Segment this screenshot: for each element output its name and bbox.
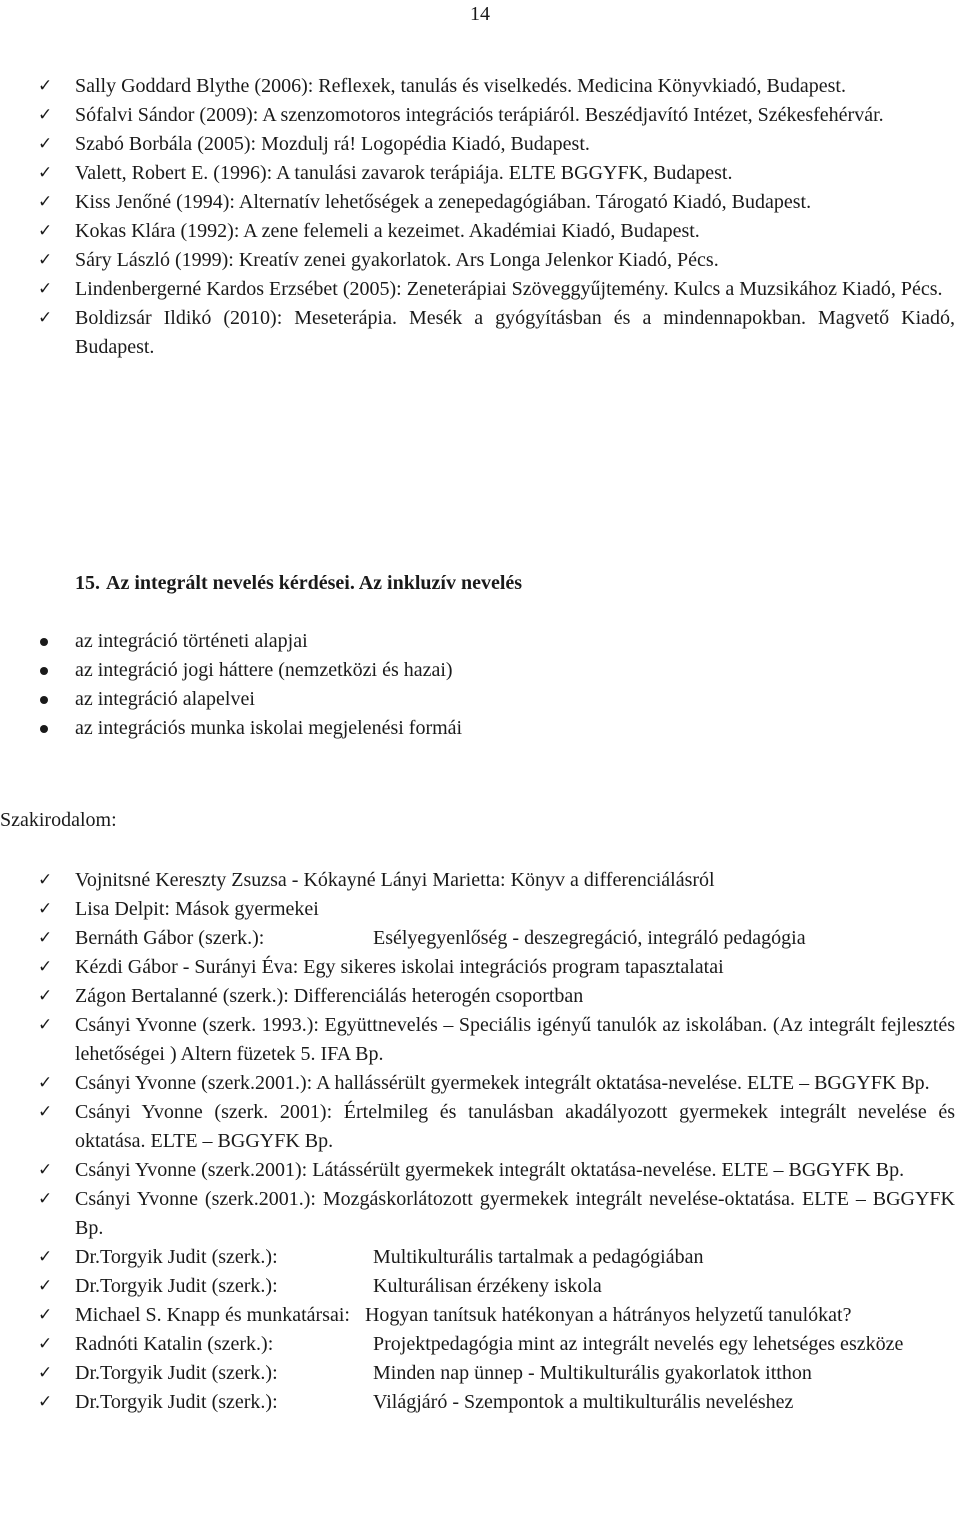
- list-item: [0, 217, 960, 246]
- reference-text: Kokas Klára (1992): A zene felemeli a kezeimet. Akadémiai Kiadó, Budapest.: [75, 220, 700, 242]
- checkmark-icon: ✓: [38, 134, 53, 154]
- section-title: Az integrált nevelés kérdései. Az inkluzív nevelés: [106, 572, 523, 594]
- literature-author: Radnóti Katalin (szerk.):: [75, 1333, 274, 1355]
- bullet-icon: [40, 667, 48, 675]
- bullet-icon: [40, 696, 48, 704]
- checkmark-icon: ✓: [38, 1305, 53, 1325]
- literature-text: Kézdi Gábor - Surányi Éva: Egy sikeres iskolai integrációs program tapasztalatai: [75, 956, 724, 978]
- topic-text: az integráció történeti alapjai: [75, 630, 308, 652]
- list-item: [0, 1011, 960, 1069]
- literature-label: Szakirodalom:: [0, 809, 117, 831]
- list-item: [0, 1301, 960, 1330]
- literature-title: Minden nap ünnep - Multikulturális gyakorlatok itthon: [373, 1362, 812, 1384]
- list-item: [0, 101, 960, 130]
- list-item: [0, 1069, 960, 1098]
- literature-list: [0, 866, 960, 1417]
- literature-title: Esélyegyenlőség - deszegregáció, integráló pedagógia: [373, 927, 806, 949]
- topic-text: az integráció alapelvei: [75, 688, 255, 710]
- literature-author: Michael S. Knapp és munkatársai:: [75, 1304, 350, 1326]
- literature-author: Dr.Torgyik Judit (szerk.):: [75, 1362, 278, 1384]
- literature-text: Csányi Yvonne (szerk. 1993.): Együttnevelés – Speciális igényű tanulók az iskolában. (Az integrált fejlesztés lehetőségei ) Altern füzetek 5. IFA Bp.: [75, 1014, 955, 1065]
- list-item: [0, 953, 960, 982]
- list-item: [0, 1185, 960, 1243]
- checkmark-icon: ✓: [38, 1276, 53, 1296]
- checkmark-icon: ✓: [38, 1160, 53, 1180]
- list-item: [0, 1330, 960, 1359]
- literature-text: Vojnitsné Kereszty Zsuzsa - Kókayné Lányi Marietta: Könyv a differenciálásról: [75, 869, 715, 891]
- reference-text: Sófalvi Sándor (2009): A szenzomotoros integrációs terápiáról. Beszédjavító Intézet, Székesfehérvár.: [75, 104, 884, 126]
- checkmark-icon: ✓: [38, 192, 53, 212]
- section-heading: [75, 569, 522, 598]
- literature-text: Csányi Yvonne (szerk.2001.): Mozgáskorlátozott gyermekek integrált nevelése-oktatása. ELTE – BGGYFK Bp.: [75, 1188, 955, 1239]
- list-item: [0, 130, 960, 159]
- checkmark-icon: ✓: [38, 1392, 53, 1412]
- checkmark-icon: ✓: [38, 221, 53, 241]
- list-item: [0, 159, 960, 188]
- literature-title: Projektpedagógia mint az integrált nevelés egy lehetséges eszköze: [373, 1333, 904, 1355]
- checkmark-icon: ✓: [38, 1102, 53, 1122]
- checkmark-icon: ✓: [38, 928, 53, 948]
- list-item: [0, 1359, 960, 1388]
- list-item: [0, 1243, 960, 1272]
- literature-text: Lisa Delpit: Mások gyermekei: [75, 898, 319, 920]
- list-item: [0, 866, 960, 895]
- checkmark-icon: ✓: [38, 308, 53, 328]
- list-item: [0, 685, 960, 714]
- list-item: [0, 275, 960, 304]
- literature-author: Dr.Torgyik Judit (szerk.):: [75, 1246, 278, 1268]
- topic-text: az integráció jogi háttere (nemzetközi és hazai): [75, 659, 453, 681]
- checkmark-icon: ✓: [38, 899, 53, 919]
- list-item: [0, 1388, 960, 1417]
- reference-list-top: [0, 72, 960, 362]
- list-item: [0, 304, 960, 362]
- checkmark-icon: ✓: [38, 105, 53, 125]
- bullet-icon: [40, 638, 48, 646]
- checkmark-icon: ✓: [38, 76, 53, 96]
- topic-list: [0, 627, 960, 743]
- reference-text: Szabó Borbála (2005): Mozdulj rá! Logopédia Kiadó, Budapest.: [75, 133, 590, 155]
- list-item: [0, 1272, 960, 1301]
- list-item: [0, 714, 960, 743]
- list-item: [0, 982, 960, 1011]
- reference-text: Lindenbergerné Kardos Erzsébet (2005): Zeneterápiai Szöveggyűjtemény. Kulcs a Muzsikához Kiadó, Pécs.: [75, 278, 943, 300]
- list-item: [0, 895, 960, 924]
- list-item: [0, 188, 960, 217]
- literature-text: Csányi Yvonne (szerk. 2001): Értelmileg és tanulásban akadályozott gyermekek integrált nevelése és oktatása. ELTE – BGGYFK Bp.: [75, 1101, 955, 1152]
- literature-title: Multikulturális tartalmak a pedagógiában: [373, 1246, 704, 1268]
- list-item: [0, 924, 960, 953]
- checkmark-icon: ✓: [38, 1334, 53, 1354]
- list-item: [0, 656, 960, 685]
- reference-text: Sally Goddard Blythe (2006): Reflexek, tanulás és viselkedés. Medicina Könyvkiadó, Budapest.: [75, 75, 846, 97]
- checkmark-icon: ✓: [38, 279, 53, 299]
- checkmark-icon: ✓: [38, 1015, 53, 1035]
- literature-author: Dr.Torgyik Judit (szerk.):: [75, 1391, 278, 1413]
- page-number: 14: [470, 3, 490, 25]
- reference-text: Valett, Robert E. (1996): A tanulási zavarok terápiája. ELTE BGGYFK, Budapest.: [75, 162, 733, 184]
- list-item: [0, 1156, 960, 1185]
- literature-title: Kulturálisan érzékeny iskola: [373, 1275, 602, 1297]
- bullet-icon: [40, 725, 48, 733]
- reference-text: Boldizsár Ildikó (2010): Meseterápia. Mesék a gyógyításban és a mindennapokban. Magvető Kiadó, Budapest.: [75, 307, 955, 358]
- literature-text: Zágon Bertalanné (szerk.): Differenciálás heterogén csoportban: [75, 985, 584, 1007]
- checkmark-icon: ✓: [38, 250, 53, 270]
- list-item: [0, 627, 960, 656]
- list-item: [0, 1098, 960, 1156]
- reference-text: Kiss Jenőné (1994): Alternatív lehetőségek a zenepedagógiában. Tárogató Kiadó, Budapest.: [75, 191, 812, 213]
- checkmark-icon: ✓: [38, 1073, 53, 1093]
- reference-text: Sáry László (1999): Kreatív zenei gyakorlatok. Ars Longa Jelenkor Kiadó, Pécs.: [75, 249, 719, 271]
- checkmark-icon: ✓: [38, 986, 53, 1006]
- checkmark-icon: ✓: [38, 870, 53, 890]
- topic-text: az integrációs munka iskolai megjelenési formái: [75, 717, 463, 739]
- list-item: [0, 246, 960, 275]
- list-item: [0, 72, 960, 101]
- literature-text: Csányi Yvonne (szerk.2001.): A hallássérült gyermekek integrált oktatása-nevelése. ELTE – BGGYFK Bp.: [75, 1072, 930, 1094]
- literature-author: Bernáth Gábor (szerk.):: [75, 927, 265, 949]
- literature-title: Hogyan tanítsuk hatékonyan a hátrányos helyzetű tanulókat?: [364, 1304, 852, 1326]
- checkmark-icon: ✓: [38, 1247, 53, 1267]
- checkmark-icon: ✓: [38, 163, 53, 183]
- checkmark-icon: ✓: [38, 1363, 53, 1383]
- checkmark-icon: ✓: [38, 1189, 53, 1209]
- literature-text: Csányi Yvonne (szerk.2001): Látássérült gyermekek integrált oktatása-nevelése. ELTE – BGGYFK Bp.: [75, 1159, 905, 1181]
- section-number: 15.: [75, 572, 100, 594]
- literature-title: Világjáró - Szempontok a multikulturális neveléshez: [373, 1391, 794, 1413]
- checkmark-icon: ✓: [38, 957, 53, 977]
- literature-author: Dr.Torgyik Judit (szerk.):: [75, 1275, 278, 1297]
